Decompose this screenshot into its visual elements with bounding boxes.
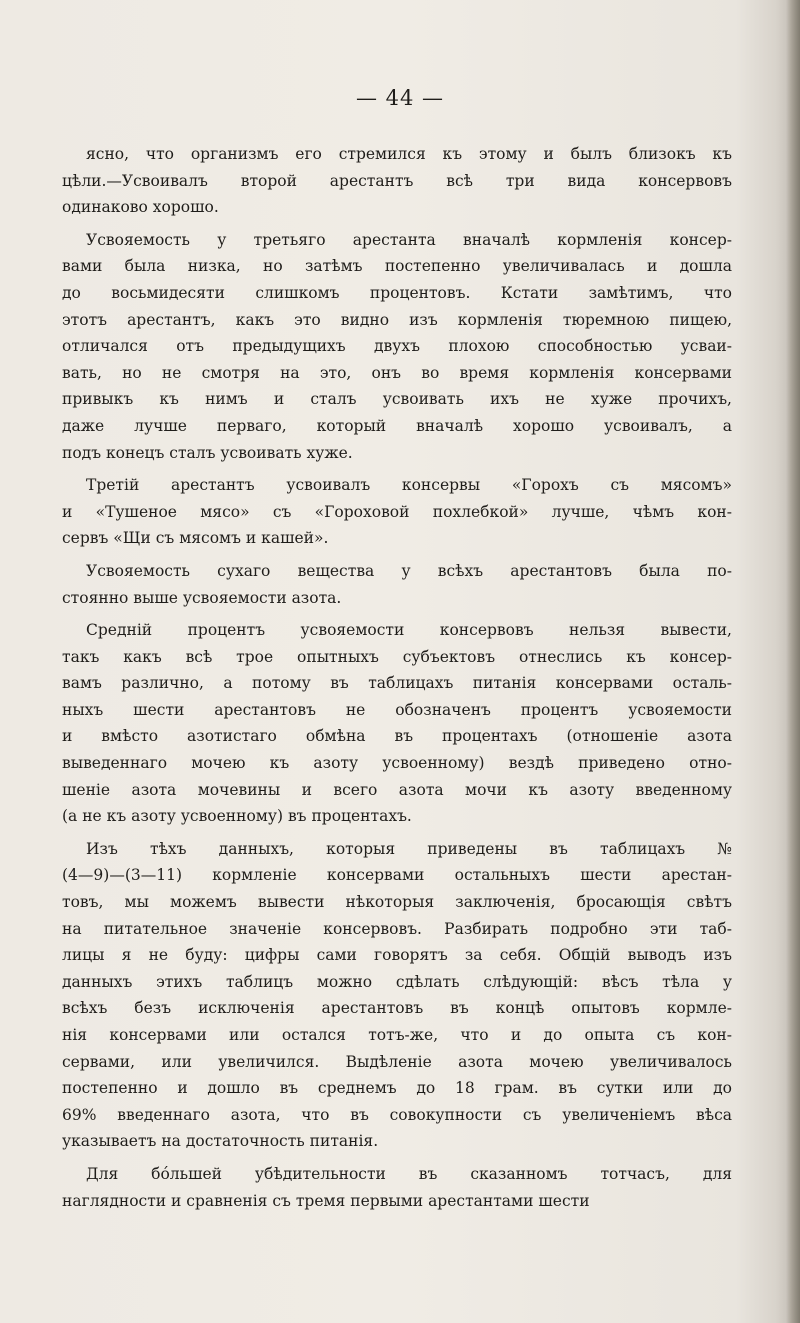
text-line: указываетъ на достаточность питанія. [62, 1132, 379, 1151]
text-line: отличался отъ предыдущихъ двухъ плохою способностью усваи- [62, 337, 732, 356]
text-line: до восьмидесяти слишкомъ процентовъ. Кстати замѣтимъ, что [62, 283, 732, 302]
text-line: наглядности и сравненія съ тремя первыми арестантами шести [62, 1191, 590, 1210]
text-line: сервами, или увеличился. Выдѣленіе азота мочею увеличивалось [62, 1052, 732, 1071]
text-line: даже лучше перваго, который вначалѣ хорошо усвоивалъ, а [62, 416, 732, 435]
paragraph [62, 141, 732, 221]
text-line: товъ, мы можемъ вывести нѣкоторыя заключенія, бросающія свѣтъ [62, 893, 732, 912]
paragraph [62, 227, 732, 466]
text-line: всѣхъ безъ исключенія арестантовъ въ концѣ опытовъ кормле- [62, 999, 732, 1018]
text-line: нія консервами или остался тотъ-же, что и до опыта съ кон- [62, 1026, 732, 1044]
text-line: Для бóльшей убѣдительности въ сказанномъ тотчасъ, для [86, 1164, 732, 1183]
text-line: цѣли.—Усвоивалъ второй арестантъ всѣ три вида консервовъ [62, 171, 732, 190]
text-line: одинаково хорошо. [62, 198, 219, 217]
text-line: (4—9)—(3—11) кормленіе консервами остальныхъ шести арестан- [62, 866, 732, 885]
paragraph [62, 472, 732, 552]
page-number: — 44 — [355, 86, 445, 110]
text-line: Третій арестантъ усвоивалъ консервы «Горохъ съ мясомъ» [86, 476, 732, 495]
text-line: на питательное значеніе консервовъ. Разбирать подробно эти таб- [62, 919, 732, 938]
text-line: такъ какъ всѣ трое опытныхъ субъектовъ отнеслись къ консер- [62, 647, 732, 666]
text-line: ныхъ шести арестантовъ не обозначенъ процентъ усвояемости [62, 700, 732, 719]
text-line: вамъ различно, а потому въ таблицахъ питанія консервами осталь- [62, 674, 732, 693]
text-line: вами была низка, но затѣмъ постепенно увеличивалась и дошла [62, 257, 732, 276]
paragraph [62, 836, 732, 1155]
text-line: этотъ арестантъ, какъ это видно изъ кормленія тюремною пищею, [62, 310, 732, 329]
text-line: данныхъ этихъ таблицъ можно сдѣлать слѣдующій: вѣсъ тѣла у [62, 972, 732, 991]
text-line: Изъ тѣхъ данныхъ, которыя приведены въ таблицахъ № [86, 839, 732, 858]
text-line: Усвояемость у третьяго арестанта вначалѣ кормленія консер- [86, 230, 732, 249]
paragraph [62, 1161, 732, 1214]
text-line: ясно, что организмъ его стремился къ этому и былъ близокъ къ [86, 145, 732, 163]
text-line: выведеннаго мочею къ азоту усвоенному) вездѣ приведено отно- [62, 754, 732, 773]
paragraph [62, 558, 732, 611]
text-line: и «Тушеное мясо» съ «Гороховой похлебкой» лучше, чѣмъ кон- [62, 502, 732, 521]
text-line: Усвояемость сухаго вещества у всѣхъ арестантовъ была по- [86, 561, 732, 580]
text-line: сервъ «Щи съ мясомъ и кашей». [62, 529, 329, 548]
page-edge-shadow [786, 0, 800, 1323]
paragraph [62, 617, 732, 830]
text-line: подъ конецъ сталъ усвоивать хуже. [62, 443, 353, 462]
text-line: (а не къ азоту усвоенному) въ процентахъ. [62, 807, 412, 826]
body-text [62, 141, 732, 1220]
text-line: вать, но не смотря на это, онъ во время кормленія консервами [62, 363, 732, 382]
text-line: привыкъ къ нимъ и сталъ усвоивать ихъ не хуже прочихъ, [62, 390, 732, 409]
text-line: шеніе азота мочевины и всего азота мочи къ азоту введенному [62, 780, 732, 799]
text-line: 69% введеннаго азота, что въ совокупности съ увеличеніемъ вѣса [62, 1105, 732, 1124]
text-line: постепенно и дошло въ среднемъ до 18 грам. въ сутки или до [62, 1079, 732, 1098]
text-line: стоянно выше усвояемости азота. [62, 588, 342, 607]
text-line: Средній процентъ усвояемости консервовъ нельзя вывести, [86, 621, 732, 640]
text-line: лицы я не буду: цифры сами говорятъ за себя. Общій выводъ изъ [62, 946, 732, 965]
text-line: и вмѣсто азотистаго обмѣна въ процентахъ (отношеніе азота [62, 727, 732, 746]
